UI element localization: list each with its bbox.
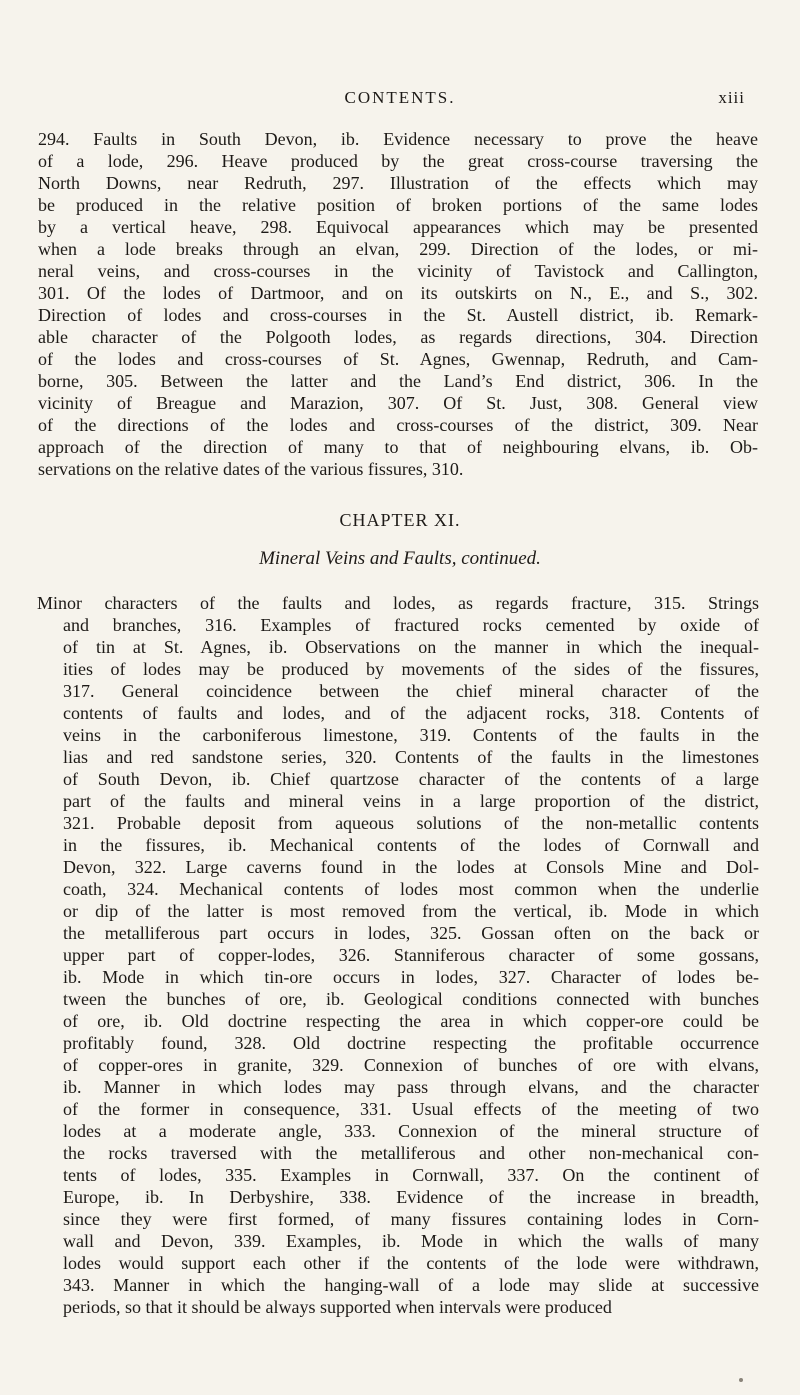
text-line: upper part of copper-lodes, 326. Stanniferous character of some gossans,	[63, 945, 759, 965]
text-line: of the former in consequence, 331. Usual effects of the meeting of two	[63, 1099, 759, 1119]
text-line: of South Devon, ib. Chief quartzose character of the contents of a large	[63, 769, 759, 789]
text-line: 294. Faults in South Devon, ib. Evidence necessary to prove the heave	[38, 129, 758, 149]
text-line: of a lode, 296. Heave produced by the great cross-course traversing the	[38, 151, 758, 171]
text-line: when a lode breaks through an elvan, 299. Direction of the lodes, or mi-	[38, 239, 758, 259]
text-line: 343. Manner in which the hanging-wall of a lode may slide at successive	[63, 1275, 759, 1295]
text-line: servations on the relative dates of the various fissures, 310.	[38, 459, 464, 479]
text-line: in the fissures, ib. Mechanical contents of the lodes of Cornwall and	[63, 835, 759, 855]
text-line: wall and Devon, 339. Examples, ib. Mode in which the walls of many	[63, 1231, 759, 1251]
text-line: by a vertical heave, 298. Equivocal appearances which may be presented	[38, 217, 758, 237]
ink-speck	[739, 1378, 743, 1382]
text-line: lodes at a moderate angle, 333. Connexion of the mineral structure of	[63, 1121, 759, 1141]
text-line: ities of lodes may be produced by movements of the sides of the fissures,	[63, 659, 759, 679]
text-line: of the directions of the lodes and cross-courses of the district, 309. Near	[38, 415, 758, 435]
text-line: of tin at St. Agnes, ib. Observations on the manner in which the inequal-	[63, 637, 759, 657]
text-line: part of the faults and mineral veins in a large proportion of the district,	[63, 791, 759, 811]
text-line: ib. Manner in which lodes may pass through elvans, and the character	[63, 1077, 759, 1097]
text-line: Direction of lodes and cross-courses in the St. Austell district, ib. Remark-	[38, 305, 758, 325]
text-line: Minor characters of the faults and lodes, as regards fracture, 315. Strings	[37, 593, 759, 613]
text-line: the metalliferous part occurs in lodes, 325. Gossan often on the back or	[63, 923, 759, 943]
text-line: lodes would support each other if the contents of the lode were withdrawn,	[63, 1253, 759, 1273]
text-line: profitably found, 328. Old doctrine respecting the profitable occurrence	[63, 1033, 759, 1053]
text-line: of ore, ib. Old doctrine respecting the area in which copper-ore could be	[63, 1011, 759, 1031]
text-line: of copper-ores in granite, 329. Connexion of bunches of ore with elvans,	[63, 1055, 759, 1075]
text-line: coath, 324. Mechanical contents of lodes most common when the underlie	[63, 879, 759, 899]
text-line: lias and red sandstone series, 320. Contents of the faults in the limestones	[63, 747, 759, 767]
text-line: tween the bunches of ore, ib. Geological conditions connected with bunches	[63, 989, 759, 1009]
chapter-subtitle: Mineral Veins and Faults, continued.	[259, 548, 541, 569]
chapter-contents-paragraph	[37, 592, 759, 1318]
text-line: Europe, ib. In Derbyshire, 338. Evidence of the increase in breadth,	[63, 1187, 759, 1207]
text-line: veins in the carboniferous limestone, 319. Contents of the faults in the	[63, 725, 759, 745]
text-line: borne, 305. Between the latter and the Land’s End district, 306. In the	[38, 371, 758, 391]
text-line: Devon, 322. Large caverns found in the lodes at Consols Mine and Dol-	[63, 857, 759, 877]
chapter-heading: CHAPTER XI.	[339, 510, 461, 530]
text-line: or dip of the latter is most removed from the vertical, ib. Mode in which	[63, 901, 759, 921]
text-line: contents of faults and lodes, and of the adjacent rocks, 318. Contents of	[63, 703, 759, 723]
contents-paragraph-continued	[38, 128, 758, 480]
text-line: the rocks traversed with the metalliferous and other non-mechanical con-	[63, 1143, 759, 1163]
text-line: and branches, 316. Examples of fractured rocks cemented by oxide of	[63, 615, 759, 635]
text-line: 321. Probable deposit from aqueous solutions of the non-metallic contents	[63, 813, 759, 833]
text-line: able character of the Polgooth lodes, as regards directions, 304. Direction	[38, 327, 758, 347]
text-line: periods, so that it should be always supported when intervals were produced	[63, 1297, 612, 1317]
text-line: 301. Of the lodes of Dartmoor, and on its outskirts on N., E., and S., 302.	[38, 283, 758, 303]
text-line: be produced in the relative position of broken portions of the same lodes	[38, 195, 758, 215]
text-line: neral veins, and cross-courses in the vicinity of Tavistock and Callington,	[38, 261, 758, 281]
text-line: approach of the direction of many to that of neighbouring elvans, ib. Ob-	[38, 437, 758, 457]
running-head	[0, 88, 800, 110]
text-line: ib. Mode in which tin-ore occurs in lodes, 327. Character of lodes be-	[63, 967, 759, 987]
text-line: of the lodes and cross-courses of St. Agnes, Gwennap, Redruth, and Cam-	[38, 349, 758, 369]
running-title: CONTENTS.	[344, 88, 456, 107]
page-number: xiii	[718, 88, 745, 107]
text-line: tents of lodes, 335. Examples in Cornwall, 337. On the continent of	[63, 1165, 759, 1185]
text-line: since they were first formed, of many fissures containing lodes in Corn-	[63, 1209, 759, 1229]
text-line: North Downs, near Redruth, 297. Illustration of the effects which may	[38, 173, 758, 193]
text-line: 317. General coincidence between the chief mineral character of the	[63, 681, 759, 701]
text-line: vicinity of Breague and Marazion, 307. Of St. Just, 308. General view	[38, 393, 758, 413]
